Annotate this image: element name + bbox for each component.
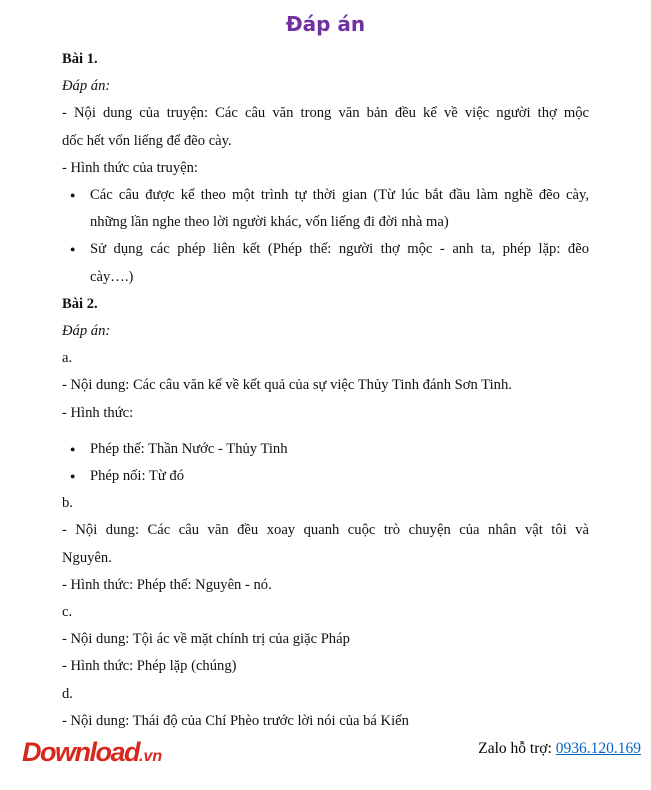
part-b-label: b. — [62, 495, 73, 512]
list-item — [62, 236, 589, 290]
part-b-form: - Hình thức: Phép thế: Nguyên - nó. — [62, 576, 272, 593]
zalo-support-label: Zalo hỗ trợ: — [478, 740, 556, 757]
part-b-content-line: Nguyên. — [62, 549, 112, 566]
downloadvn-logo — [22, 737, 162, 768]
list-item-line: Sử dụng các phép liên kết (Phép thế: người thợ mộc - anh ta, phép lặp: đẽo — [90, 241, 589, 258]
list-item-line: những lần nghe theo lời người khác, vốn liếng đi đời nhà ma) — [90, 214, 449, 231]
bullet-icon: ● — [70, 190, 76, 201]
exercise2-answer-label: Đáp án: — [62, 323, 111, 340]
list-item-line: cày….) — [90, 268, 134, 285]
list-item — [62, 182, 589, 236]
exercise1-answer-label: Đáp án: — [62, 78, 111, 95]
list-item-line: Các câu được kể theo một trình tự thời gian (Từ lúc bắt đầu làm nghề đẽo cày, — [90, 187, 589, 204]
part-a-label: a. — [62, 350, 73, 367]
exercise1-form-paragraph: - Hình thức của truyện: — [62, 159, 198, 176]
bullet-icon: ● — [70, 443, 76, 454]
logo-wordmark: Download — [22, 737, 139, 767]
part-c-content: - Nội dung: Tội ác về mặt chính trị của giặc Pháp — [62, 631, 350, 648]
exercise2-heading: Bài 2. — [62, 295, 98, 312]
logo-domain-suffix: .vn — [139, 748, 163, 765]
zalo-support — [478, 740, 641, 758]
exercise1-content-line: - Nội dung của truyện: Các câu văn trong văn bản đều kể về việc người thợ mộc — [62, 105, 589, 122]
exercise1-content-line: dốc hết vốn liếng để đẽo cày. — [62, 132, 232, 149]
document-body — [62, 46, 589, 735]
part-a-form: - Hình thức: — [62, 404, 134, 421]
part-c-form: - Hình thức: Phép lặp (chúng) — [62, 658, 237, 675]
list-item — [62, 463, 589, 490]
part-c-label: c. — [62, 604, 73, 621]
part-b-content-line: - Nội dung: Các câu văn đều xoay quanh cuộc trò chuyện của nhân vật tôi và — [62, 522, 589, 539]
part-a-content: - Nội dung: Các câu văn kể về kết quả của sự việc Thủy Tinh đánh Sơn Tinh. — [62, 377, 512, 394]
page-title: Đáp án — [285, 12, 366, 36]
part-d-label: d. — [62, 685, 73, 702]
bullet-icon: ● — [70, 244, 76, 255]
zalo-phone-link[interactable]: 0936.120.169 — [555, 740, 641, 757]
bullet-icon: ● — [70, 471, 76, 482]
list-item-line: Phép thế: Thần Nước - Thủy Tinh — [90, 440, 288, 457]
part-d-content: - Nội dung: Thái độ của Chí Phèo trước lời nói của bá Kiến — [62, 712, 409, 729]
list-item — [62, 436, 589, 463]
list-item-line: Phép nối: Từ đó — [90, 468, 184, 485]
exercise1-heading: Bài 1. — [62, 51, 98, 67]
